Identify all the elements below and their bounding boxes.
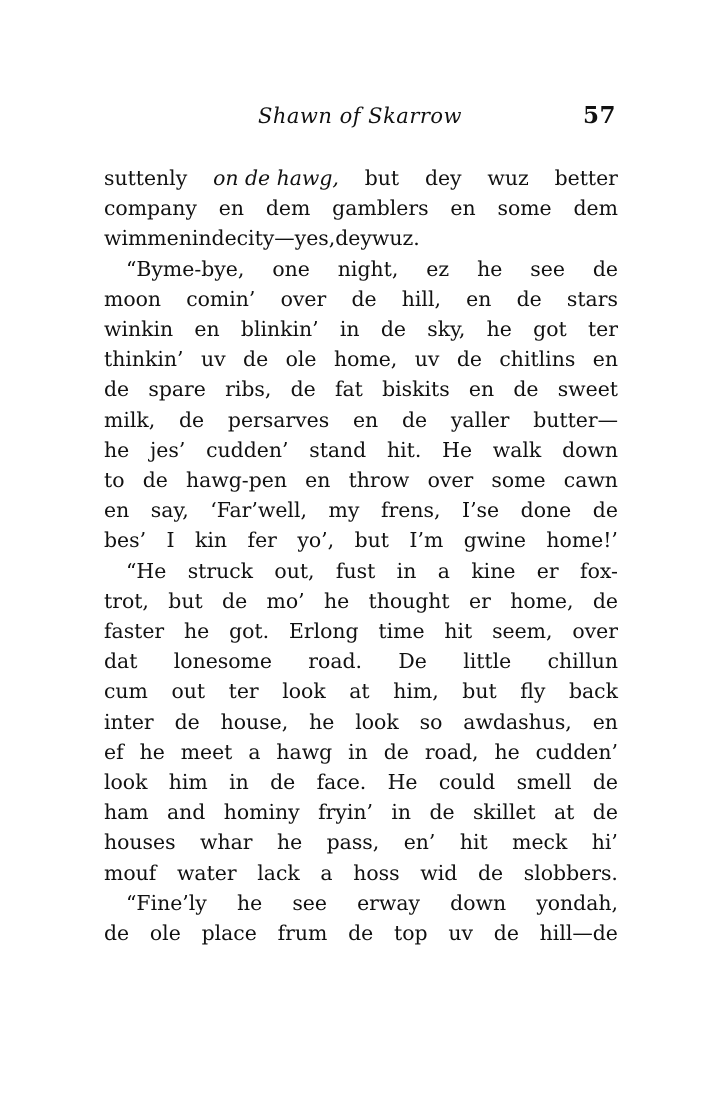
text-line (104, 495, 618, 525)
word: milk, (104, 407, 156, 432)
word: hit (444, 619, 473, 644)
word: de (351, 286, 377, 311)
word: top (394, 921, 428, 946)
word: he (309, 709, 335, 734)
word: gamblers (332, 196, 429, 221)
word: biskits (382, 377, 450, 402)
word: skillet (472, 800, 536, 825)
word: got. (229, 619, 270, 644)
word: jes’ (149, 437, 186, 462)
word: but (354, 528, 389, 553)
word: de (493, 921, 519, 946)
word: ole (285, 347, 317, 372)
word: see (292, 890, 327, 915)
word: kin (195, 528, 228, 553)
word: fox- (580, 558, 618, 583)
word: I (166, 528, 175, 553)
word: dey (335, 226, 372, 251)
word: road. (308, 649, 363, 674)
word: hill—de (539, 921, 618, 946)
word: home, (333, 347, 398, 372)
word: cudden’ (535, 739, 618, 764)
word: company (104, 196, 197, 221)
word: hi’ (591, 830, 618, 855)
text-line (104, 435, 618, 465)
word: stars (566, 286, 618, 311)
word: hit (459, 830, 488, 855)
word: de (179, 407, 205, 432)
word: slobbers. (523, 860, 618, 885)
text-line (104, 525, 618, 555)
word: yo’, (297, 528, 335, 553)
word: some (491, 468, 546, 493)
word: persarves (227, 407, 330, 432)
word: a (248, 739, 261, 764)
word: Erlong (288, 619, 359, 644)
word: ‘Far’well, (210, 498, 307, 523)
word: ter (587, 317, 618, 342)
word: but (168, 588, 203, 613)
word: my (328, 498, 360, 523)
word: de (401, 407, 428, 432)
word: smell (516, 770, 572, 795)
word: de (222, 588, 248, 613)
text-line (104, 586, 618, 616)
word: chitlins (499, 347, 576, 372)
word: en (305, 468, 331, 493)
word: ez (426, 256, 450, 281)
word: in (229, 770, 249, 795)
word: uv (448, 921, 473, 946)
word: “Fine’ly (126, 890, 207, 915)
word: meck (512, 830, 568, 855)
word: hit. (387, 437, 422, 462)
word: at (554, 800, 575, 825)
word: fly (520, 679, 546, 704)
word: wuz (487, 166, 529, 190)
word: home!’ (546, 528, 618, 553)
text-line (104, 284, 618, 314)
word: over (572, 619, 618, 644)
word: thinkin’ (104, 347, 184, 372)
word: but (364, 166, 400, 190)
text-line (104, 314, 618, 344)
word: he (184, 619, 210, 644)
word: en (466, 286, 492, 311)
text-line (104, 737, 618, 767)
word: frens, (380, 498, 441, 523)
word: he (477, 256, 503, 281)
text-line (104, 918, 618, 948)
word: cawn (563, 468, 618, 493)
word: walk (492, 437, 542, 462)
word: faster (104, 619, 165, 644)
text-line (104, 163, 618, 193)
text-line (104, 223, 618, 253)
text-line (104, 374, 618, 404)
word: “Byme-bye, (126, 256, 245, 281)
word: little (463, 649, 512, 674)
word: over (280, 286, 327, 311)
word: ole (149, 921, 181, 946)
word: dey (424, 166, 462, 190)
word: out (171, 679, 206, 704)
word: erway (357, 890, 421, 915)
word: houses (104, 830, 176, 855)
word: got (533, 317, 567, 342)
word: ter (228, 679, 259, 704)
word: in (339, 317, 360, 342)
word: winkin (104, 317, 174, 342)
word: de (104, 377, 130, 402)
word: he (486, 317, 512, 342)
word: uv (414, 347, 440, 372)
word: he (236, 890, 263, 915)
word: He (442, 437, 473, 462)
word: time (378, 619, 425, 644)
word: see (530, 256, 565, 281)
word: down (562, 437, 618, 462)
word: over (427, 468, 474, 493)
word: de (592, 800, 618, 825)
text-line (104, 344, 618, 374)
word: he (276, 830, 303, 855)
word: better (554, 166, 618, 190)
word: dem (265, 196, 311, 221)
word: ham (104, 800, 149, 825)
text-line (104, 646, 618, 676)
word: done (520, 498, 572, 523)
word: de (243, 347, 269, 372)
running-title: Shawn of Skarrow (257, 104, 463, 128)
word: road, (424, 739, 479, 764)
word: en (450, 196, 476, 221)
word: fat (334, 377, 363, 402)
word: de (477, 860, 504, 885)
word: inter (104, 709, 154, 734)
text-line (104, 676, 618, 706)
word: de (516, 286, 542, 311)
word: mouf (104, 860, 157, 885)
word: in (348, 739, 368, 764)
text-line (104, 465, 618, 495)
word: frum (277, 921, 328, 946)
word: could (438, 770, 496, 795)
word: water (176, 860, 237, 885)
word: cudden’ (206, 437, 289, 462)
word: en (592, 347, 618, 372)
word: yondah, (536, 890, 618, 915)
word: but (462, 679, 497, 704)
word: say, (150, 498, 189, 523)
word: one (272, 256, 310, 281)
word: de (383, 739, 409, 764)
text-line (104, 193, 618, 223)
text-line (104, 888, 618, 918)
word: chillun (547, 649, 618, 674)
word: de (270, 770, 296, 795)
word: dat (104, 649, 138, 674)
word: back (568, 679, 618, 704)
word: he (104, 437, 130, 462)
word: I’se (462, 498, 500, 523)
page-number: 57 (582, 102, 616, 129)
word: wimmen (104, 226, 192, 251)
word: ef (104, 739, 124, 764)
word: comin’ (186, 286, 256, 311)
word: meet (180, 739, 233, 764)
word: He (387, 770, 418, 795)
word: to (104, 468, 125, 493)
word: er (469, 588, 491, 613)
word: en (218, 196, 244, 221)
word: hominy (223, 800, 300, 825)
word: thought (368, 588, 450, 613)
word: sweet (557, 377, 618, 402)
word: place (201, 921, 257, 946)
word: and (167, 800, 206, 825)
word: de (592, 770, 618, 795)
word: so (419, 709, 443, 734)
word: house, (220, 709, 289, 734)
word: at (349, 679, 370, 704)
word: ribs, (225, 377, 272, 402)
text-line (104, 556, 618, 586)
word: hill, (401, 286, 441, 311)
word: suttenly (104, 166, 188, 190)
text-line (104, 767, 618, 797)
word: hawg (276, 739, 333, 764)
word: kine (471, 558, 516, 583)
word: pass, (326, 830, 380, 855)
word: face. (316, 770, 367, 795)
text-line (104, 827, 618, 857)
text-line (104, 797, 618, 827)
word: sky, (427, 317, 466, 342)
word: in (396, 558, 417, 583)
word: en (468, 377, 495, 402)
word: de (348, 921, 374, 946)
word: awdashus, (463, 709, 572, 734)
word: de (592, 588, 618, 613)
word: seem, (492, 619, 553, 644)
word: de (513, 377, 539, 402)
word: down (450, 890, 507, 915)
word: gwine (463, 528, 526, 553)
word: in (391, 800, 412, 825)
word: de (211, 226, 237, 251)
word: city—yes, (236, 226, 336, 251)
word: on de hawg, (213, 166, 339, 190)
word: de (592, 498, 618, 523)
word: mo’ (266, 588, 305, 613)
word: I’m (409, 528, 444, 553)
word: throw (348, 468, 410, 493)
word: en (104, 498, 130, 523)
word: yaller (450, 407, 510, 432)
word: de (104, 921, 130, 946)
word: cum (104, 679, 148, 704)
text-line (104, 405, 618, 435)
text-line (104, 858, 618, 888)
word: in (191, 226, 212, 251)
word: en (592, 709, 618, 734)
word: de (174, 709, 200, 734)
word: fryin’ (318, 800, 374, 825)
text-line (104, 254, 618, 284)
word: wuz. (371, 226, 420, 251)
word: a (320, 860, 333, 885)
word: de (142, 468, 168, 493)
word: a (437, 558, 450, 583)
word: whar (200, 830, 253, 855)
word: look (282, 679, 326, 704)
word: struck (187, 558, 254, 583)
word: de (380, 317, 406, 342)
word: lonesome (173, 649, 272, 674)
word: look (355, 709, 399, 734)
word: moon (104, 286, 162, 311)
word: er (536, 558, 559, 583)
word: “He (126, 558, 167, 583)
word: he (494, 739, 520, 764)
body-text (104, 163, 618, 948)
word: look (104, 770, 148, 795)
word: de (592, 256, 618, 281)
word: him (168, 770, 208, 795)
word: blinkin’ (240, 317, 319, 342)
word: he (323, 588, 350, 613)
word: stand (309, 437, 367, 462)
text-line (104, 616, 618, 646)
word: en’ (403, 830, 436, 855)
word: bes’ (104, 528, 147, 553)
text-line (104, 707, 618, 737)
word: De (398, 649, 427, 674)
word: lack (257, 860, 300, 885)
word: fust (335, 558, 376, 583)
word: de (290, 377, 316, 402)
word: en (194, 317, 220, 342)
word: uv (200, 347, 226, 372)
word: de (429, 800, 455, 825)
word: trot, (104, 588, 149, 613)
word: hoss (353, 860, 400, 885)
word: de (456, 347, 482, 372)
page-header (104, 104, 616, 128)
word: fer (247, 528, 277, 553)
word: butter— (533, 407, 618, 432)
word: he (139, 739, 165, 764)
word: some (497, 196, 552, 221)
word: night, (337, 256, 399, 281)
word: dem (573, 196, 618, 221)
word: en (352, 407, 379, 432)
word: out, (274, 558, 315, 583)
word: hawg-pen (186, 468, 287, 493)
word: him, (393, 679, 439, 704)
word: home, (510, 588, 574, 613)
word: spare (148, 377, 206, 402)
word: wid (420, 860, 458, 885)
